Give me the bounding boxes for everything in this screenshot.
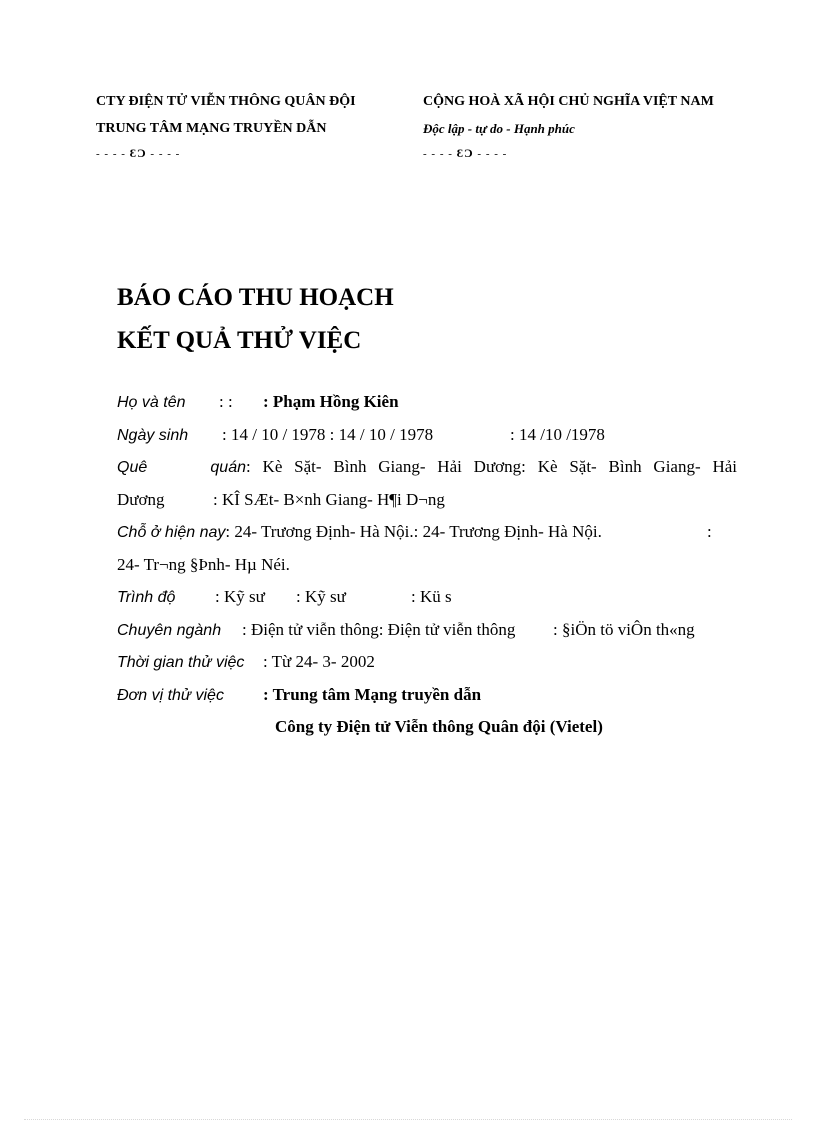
left-ornament: - - - - ƐƆ - - - - xyxy=(96,146,181,160)
field-unit-cont xyxy=(117,711,737,744)
header-right xyxy=(423,88,714,165)
report-body xyxy=(117,386,737,744)
name-value: : Phạm Hồng Kiên xyxy=(263,392,399,411)
title-line-2: KẾT QUẢ THỬ VIỆC xyxy=(117,327,362,354)
probation-label: Thời gian thử việc xyxy=(117,654,245,671)
field-unit xyxy=(117,679,737,712)
hometown-cont-2: : KÎ SÆt- B×nh Giang- H¶i D¬ng xyxy=(213,489,445,509)
name-prefix: : : xyxy=(219,392,233,411)
residence-label: Chỗ ở hiện nay xyxy=(117,524,226,541)
residence-cont: 24- Tr¬ng §Þnh- Hµ Néi. xyxy=(117,554,290,574)
education-value-3: : Kü s xyxy=(411,587,452,606)
education-label: Trình độ xyxy=(117,589,176,606)
field-major xyxy=(117,614,737,647)
field-name xyxy=(117,386,737,419)
probation-value: : Từ 24- 3- 2002 xyxy=(263,652,375,671)
dob-label: Ngày sinh xyxy=(117,426,189,444)
dob-value-2: : 14 /10 /1978 xyxy=(510,424,605,444)
department-name: TRUNG TÂM MẠNG TRUYỀN DẪN xyxy=(96,121,327,136)
hometown-value: : Kè Sặt- Bình Giang- Hải Dương: Kè Sặt- Bình Giang- Hải xyxy=(246,457,737,476)
dob-value-1: : 14 / 10 / 1978 : 14 / 10 / 1978 xyxy=(222,424,434,444)
unit-label: Đơn vị thử việc xyxy=(117,686,224,704)
hometown-label: Quê quán xyxy=(117,459,246,476)
report-title xyxy=(117,276,394,362)
title-line-1: BÁO CÁO THU HOẠCH xyxy=(117,284,394,311)
unit-value: : Trung tâm Mạng truyền dẫn xyxy=(263,684,482,704)
field-education xyxy=(117,581,737,614)
name-label: Họ và tên xyxy=(117,394,186,411)
education-value-1: : Kỹ sư xyxy=(215,587,265,606)
right-ornament: - - - - ƐƆ - - - - xyxy=(423,146,508,160)
residence-value: : 24- Trương Định- Hà Nội.: 24- Trương Định- Hà Nội. xyxy=(225,522,602,541)
education-value-2: : Kỹ sư xyxy=(296,587,346,606)
ornament-glyph: ƐƆ xyxy=(456,146,474,160)
major-value-2: : §iÖn tö viÔn th«ng xyxy=(553,619,695,639)
field-residence xyxy=(117,516,737,549)
unit-cont: Công ty Điện tử Viễn thông Quân đội (Vietel) xyxy=(275,717,603,736)
field-hometown-cont xyxy=(117,484,737,517)
header-left xyxy=(96,88,356,165)
field-residence-cont xyxy=(117,549,737,582)
hometown-cont-1: Dương xyxy=(117,489,165,509)
major-label: Chuyên ngành xyxy=(117,621,222,639)
field-hometown xyxy=(117,451,737,484)
page-border xyxy=(24,1119,792,1120)
field-dob xyxy=(117,419,737,452)
major-value: : Điện tử viễn thông: Điện tử viễn thông xyxy=(242,619,516,639)
field-probation xyxy=(117,646,737,679)
ornament-glyph: ƐƆ xyxy=(129,146,147,160)
residence-value-2: : xyxy=(707,522,712,541)
company-name: CTY ĐIỆN TỬ VIỄN THÔNG QUÂN ĐỘI xyxy=(96,94,356,109)
country-name: CỘNG HOÀ XÃ HỘI CHỦ NGHĨA VIỆT NAM xyxy=(423,94,714,109)
national-motto: Độc lập - tự do - Hạnh phúc xyxy=(423,121,575,136)
